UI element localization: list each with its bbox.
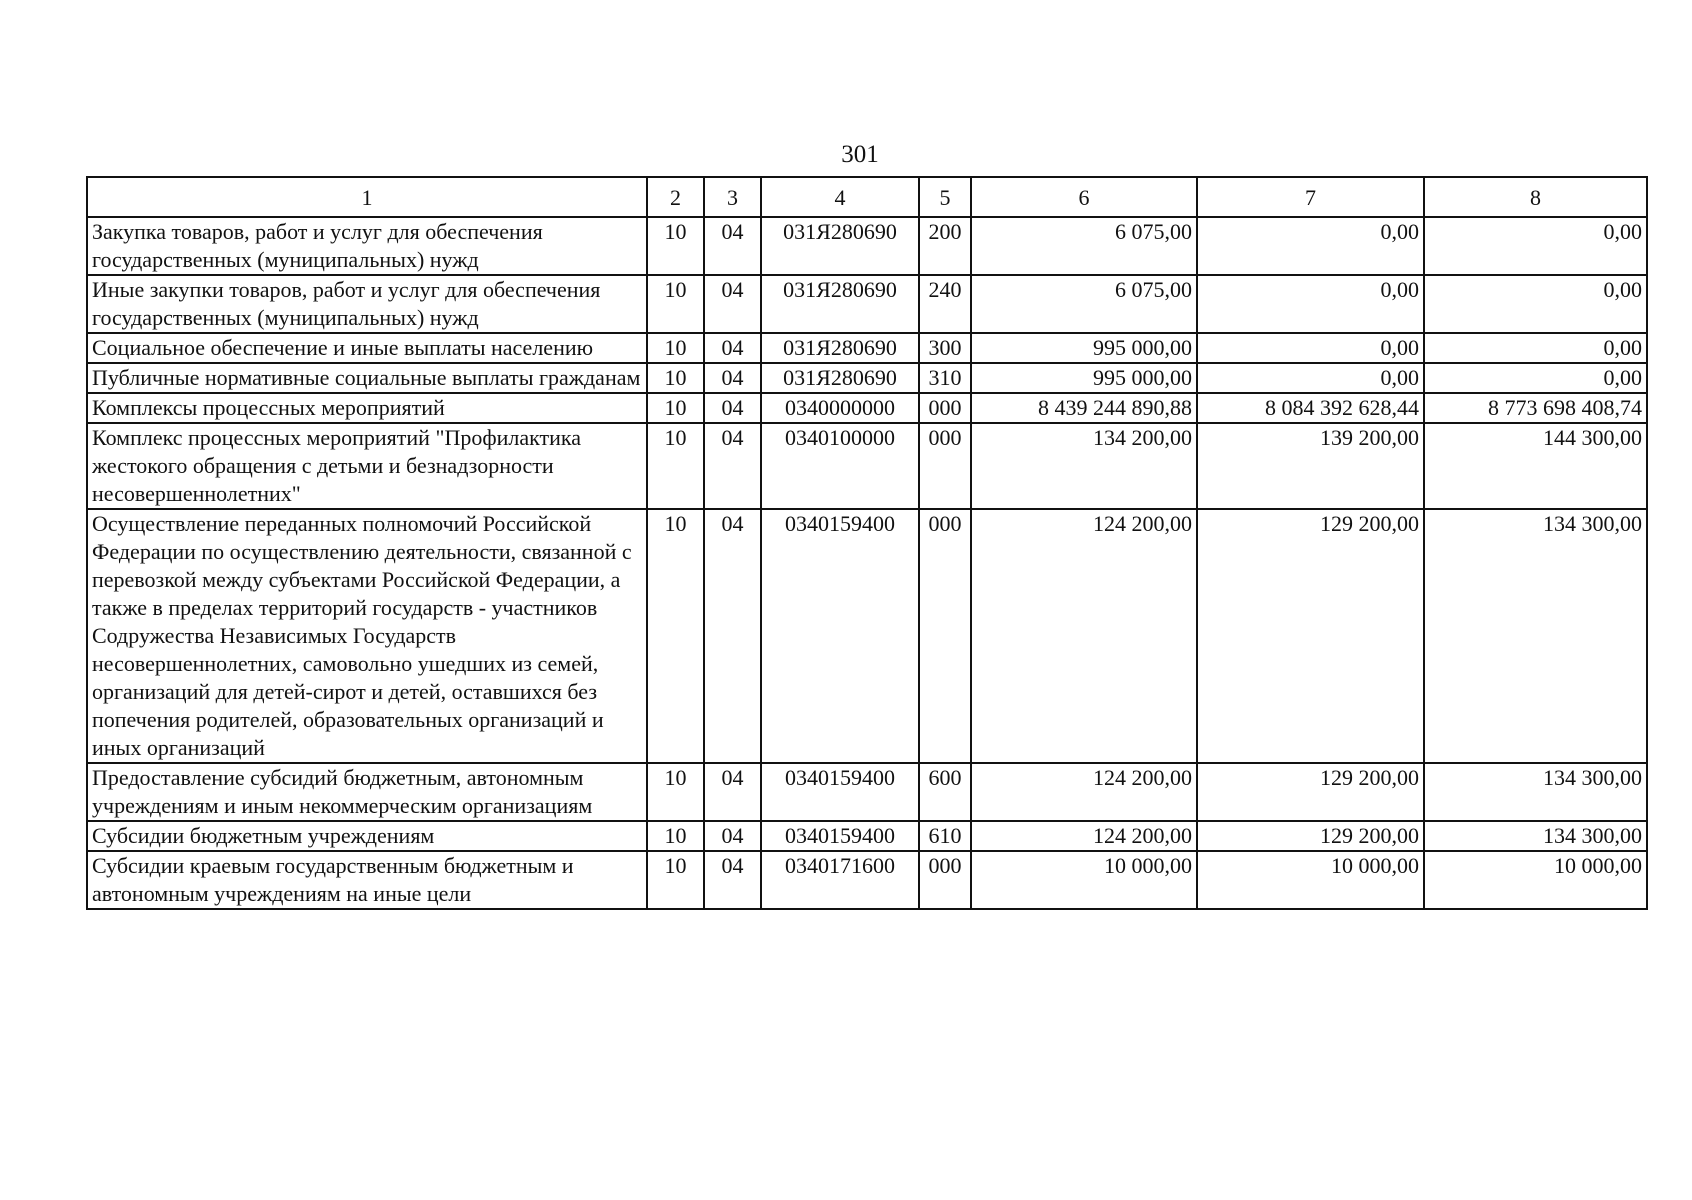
row-amount-col7: 0,00 [1197, 217, 1424, 275]
row-amount-col8: 10 000,00 [1424, 851, 1647, 909]
row-amount-col7: 139 200,00 [1197, 423, 1424, 509]
row-amount-col7: 0,00 [1197, 333, 1424, 363]
row-name: Осуществление переданных полномочий Российской Федерации по осуществлению деятельности, связанной с перевозкой между субъектами Российской Федерации, а также в пределах территорий государств - участников Содружества Независимых Государств несовершеннолетних, самовольно ушедших из семей, организаций для детей-сирот и детей, оставшихся без попечения родителей, образовательных организаций и иных организаций [87, 509, 647, 763]
row-amount-col8: 0,00 [1424, 275, 1647, 333]
row-amount-col8: 0,00 [1424, 363, 1647, 393]
row-amount-col6: 124 200,00 [971, 509, 1197, 763]
row-target-code: 0340159400 [761, 763, 919, 821]
row-section: 10 [647, 275, 704, 333]
table-row [87, 423, 1647, 509]
row-amount-col6: 6 075,00 [971, 217, 1197, 275]
row-expense-type: 310 [919, 363, 971, 393]
row-section: 10 [647, 851, 704, 909]
row-subsection: 04 [704, 851, 761, 909]
row-target-code: 0340100000 [761, 423, 919, 509]
column-header: 5 [919, 177, 971, 217]
row-amount-col7: 129 200,00 [1197, 509, 1424, 763]
column-header: 7 [1197, 177, 1424, 217]
table-row [87, 275, 1647, 333]
row-section: 10 [647, 763, 704, 821]
row-amount-col6: 124 200,00 [971, 763, 1197, 821]
row-amount-col6: 134 200,00 [971, 423, 1197, 509]
row-amount-col7: 10 000,00 [1197, 851, 1424, 909]
row-expense-type: 300 [919, 333, 971, 363]
row-amount-col8: 8 773 698 408,74 [1424, 393, 1647, 423]
column-header: 1 [87, 177, 647, 217]
row-expense-type: 200 [919, 217, 971, 275]
row-amount-col7: 8 084 392 628,44 [1197, 393, 1424, 423]
row-subsection: 04 [704, 509, 761, 763]
row-amount-col7: 0,00 [1197, 275, 1424, 333]
row-name: Субсидии краевым государственным бюджетным и автономным учреждениям на иные цели [87, 851, 647, 909]
row-section: 10 [647, 821, 704, 851]
row-amount-col8: 0,00 [1424, 333, 1647, 363]
row-subsection: 04 [704, 423, 761, 509]
row-target-code: 0340159400 [761, 509, 919, 763]
row-expense-type: 000 [919, 393, 971, 423]
row-amount-col7: 129 200,00 [1197, 821, 1424, 851]
row-subsection: 04 [704, 217, 761, 275]
row-expense-type: 240 [919, 275, 971, 333]
row-target-code: 0340159400 [761, 821, 919, 851]
row-amount-col7: 129 200,00 [1197, 763, 1424, 821]
column-header: 6 [971, 177, 1197, 217]
column-header: 2 [647, 177, 704, 217]
row-amount-col8: 134 300,00 [1424, 509, 1647, 763]
row-name: Закупка товаров, работ и услуг для обеспечения государственных (муниципальных) нужд [87, 217, 647, 275]
row-amount-col6: 6 075,00 [971, 275, 1197, 333]
table-row [87, 509, 1647, 763]
row-target-code: 031Я280690 [761, 333, 919, 363]
table-row [87, 763, 1647, 821]
row-expense-type: 000 [919, 423, 971, 509]
table-row [87, 217, 1647, 275]
row-target-code: 031Я280690 [761, 217, 919, 275]
row-expense-type: 000 [919, 509, 971, 763]
row-name: Иные закупки товаров, работ и услуг для обеспечения государственных (муниципальных) нужд [87, 275, 647, 333]
row-expense-type: 600 [919, 763, 971, 821]
row-section: 10 [647, 363, 704, 393]
row-amount-col7: 0,00 [1197, 363, 1424, 393]
row-amount-col6: 995 000,00 [971, 333, 1197, 363]
row-expense-type: 610 [919, 821, 971, 851]
row-target-code: 031Я280690 [761, 275, 919, 333]
row-name: Субсидии бюджетным учреждениям [87, 821, 647, 851]
table-row [87, 851, 1647, 909]
row-section: 10 [647, 393, 704, 423]
header-row [87, 177, 1647, 217]
row-target-code: 0340171600 [761, 851, 919, 909]
row-name: Комплекс процессных мероприятий "Профилактика жестокого обращения с детьми и безнадзорности несовершеннолетних" [87, 423, 647, 509]
row-amount-col6: 10 000,00 [971, 851, 1197, 909]
column-header: 3 [704, 177, 761, 217]
row-target-code: 0340000000 [761, 393, 919, 423]
row-subsection: 04 [704, 763, 761, 821]
row-subsection: 04 [704, 821, 761, 851]
row-subsection: 04 [704, 393, 761, 423]
row-target-code: 031Я280690 [761, 363, 919, 393]
row-amount-col8: 134 300,00 [1424, 763, 1647, 821]
row-name: Публичные нормативные социальные выплаты гражданам [87, 363, 647, 393]
column-header: 8 [1424, 177, 1647, 217]
row-subsection: 04 [704, 275, 761, 333]
page-number: 301 [841, 141, 879, 168]
row-amount-col8: 144 300,00 [1424, 423, 1647, 509]
row-section: 10 [647, 423, 704, 509]
row-section: 10 [647, 509, 704, 763]
row-expense-type: 000 [919, 851, 971, 909]
row-amount-col8: 0,00 [1424, 217, 1647, 275]
row-amount-col6: 124 200,00 [971, 821, 1197, 851]
row-subsection: 04 [704, 363, 761, 393]
row-amount-col6: 995 000,00 [971, 363, 1197, 393]
row-name: Социальное обеспечение и иные выплаты населению [87, 333, 647, 363]
budget-table [86, 176, 1648, 910]
row-name: Комплексы процессных мероприятий [87, 393, 647, 423]
row-name: Предоставление субсидий бюджетным, автономным учреждениям и иным некоммерческим организациям [87, 763, 647, 821]
row-amount-col6: 8 439 244 890,88 [971, 393, 1197, 423]
row-subsection: 04 [704, 333, 761, 363]
table-row [87, 393, 1647, 423]
row-amount-col8: 134 300,00 [1424, 821, 1647, 851]
row-section: 10 [647, 333, 704, 363]
table-row [87, 363, 1647, 393]
row-section: 10 [647, 217, 704, 275]
table-row [87, 821, 1647, 851]
table-row [87, 333, 1647, 363]
column-header: 4 [761, 177, 919, 217]
